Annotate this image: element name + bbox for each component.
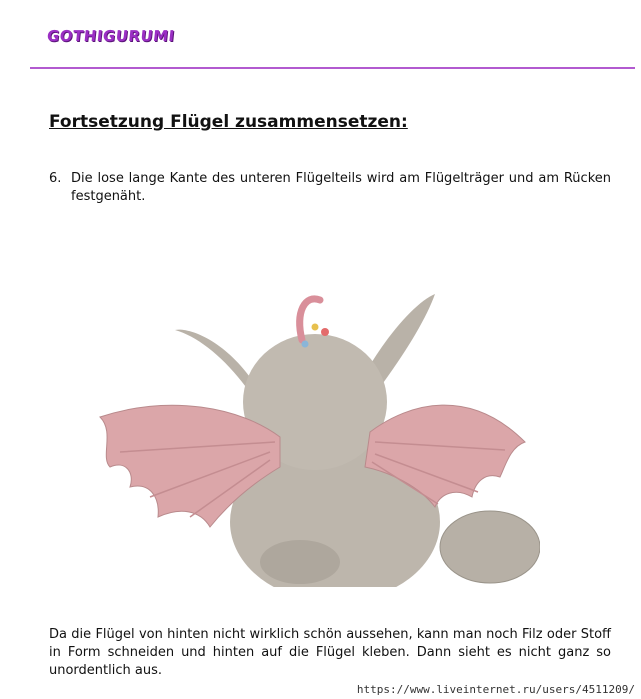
heart-button <box>302 341 309 348</box>
note-paragraph: Da die Flügel von hinten nicht wirklich schön aussehen, kann man noch Filz oder Stoff in Form schneiden und hinten auf die Flügel kleben. Dann sieht es nicht ganz so unordentlich aus. <box>49 627 611 678</box>
source-url[interactable]: https://www.liveinternet.ru/users/4511209/ <box>356 683 635 696</box>
step-text: Die lose lange Kante des unteren Flügelteils wird am Flügelträger und am Rücken festgenäht. <box>71 171 611 204</box>
step-number: 6. <box>49 171 62 186</box>
dragon-tail <box>440 511 540 583</box>
step-item <box>49 170 611 206</box>
heart-button <box>312 324 319 331</box>
dragon-photo <box>80 282 540 587</box>
brand-logo: GOTHIGURUMI <box>46 27 176 45</box>
dragon-antenna <box>300 299 320 340</box>
section-title: Fortsetzung Flügel zusammensetzen: <box>49 112 408 132</box>
heart-button <box>321 328 329 336</box>
dragon-arm <box>260 540 340 584</box>
header-divider <box>30 67 635 69</box>
